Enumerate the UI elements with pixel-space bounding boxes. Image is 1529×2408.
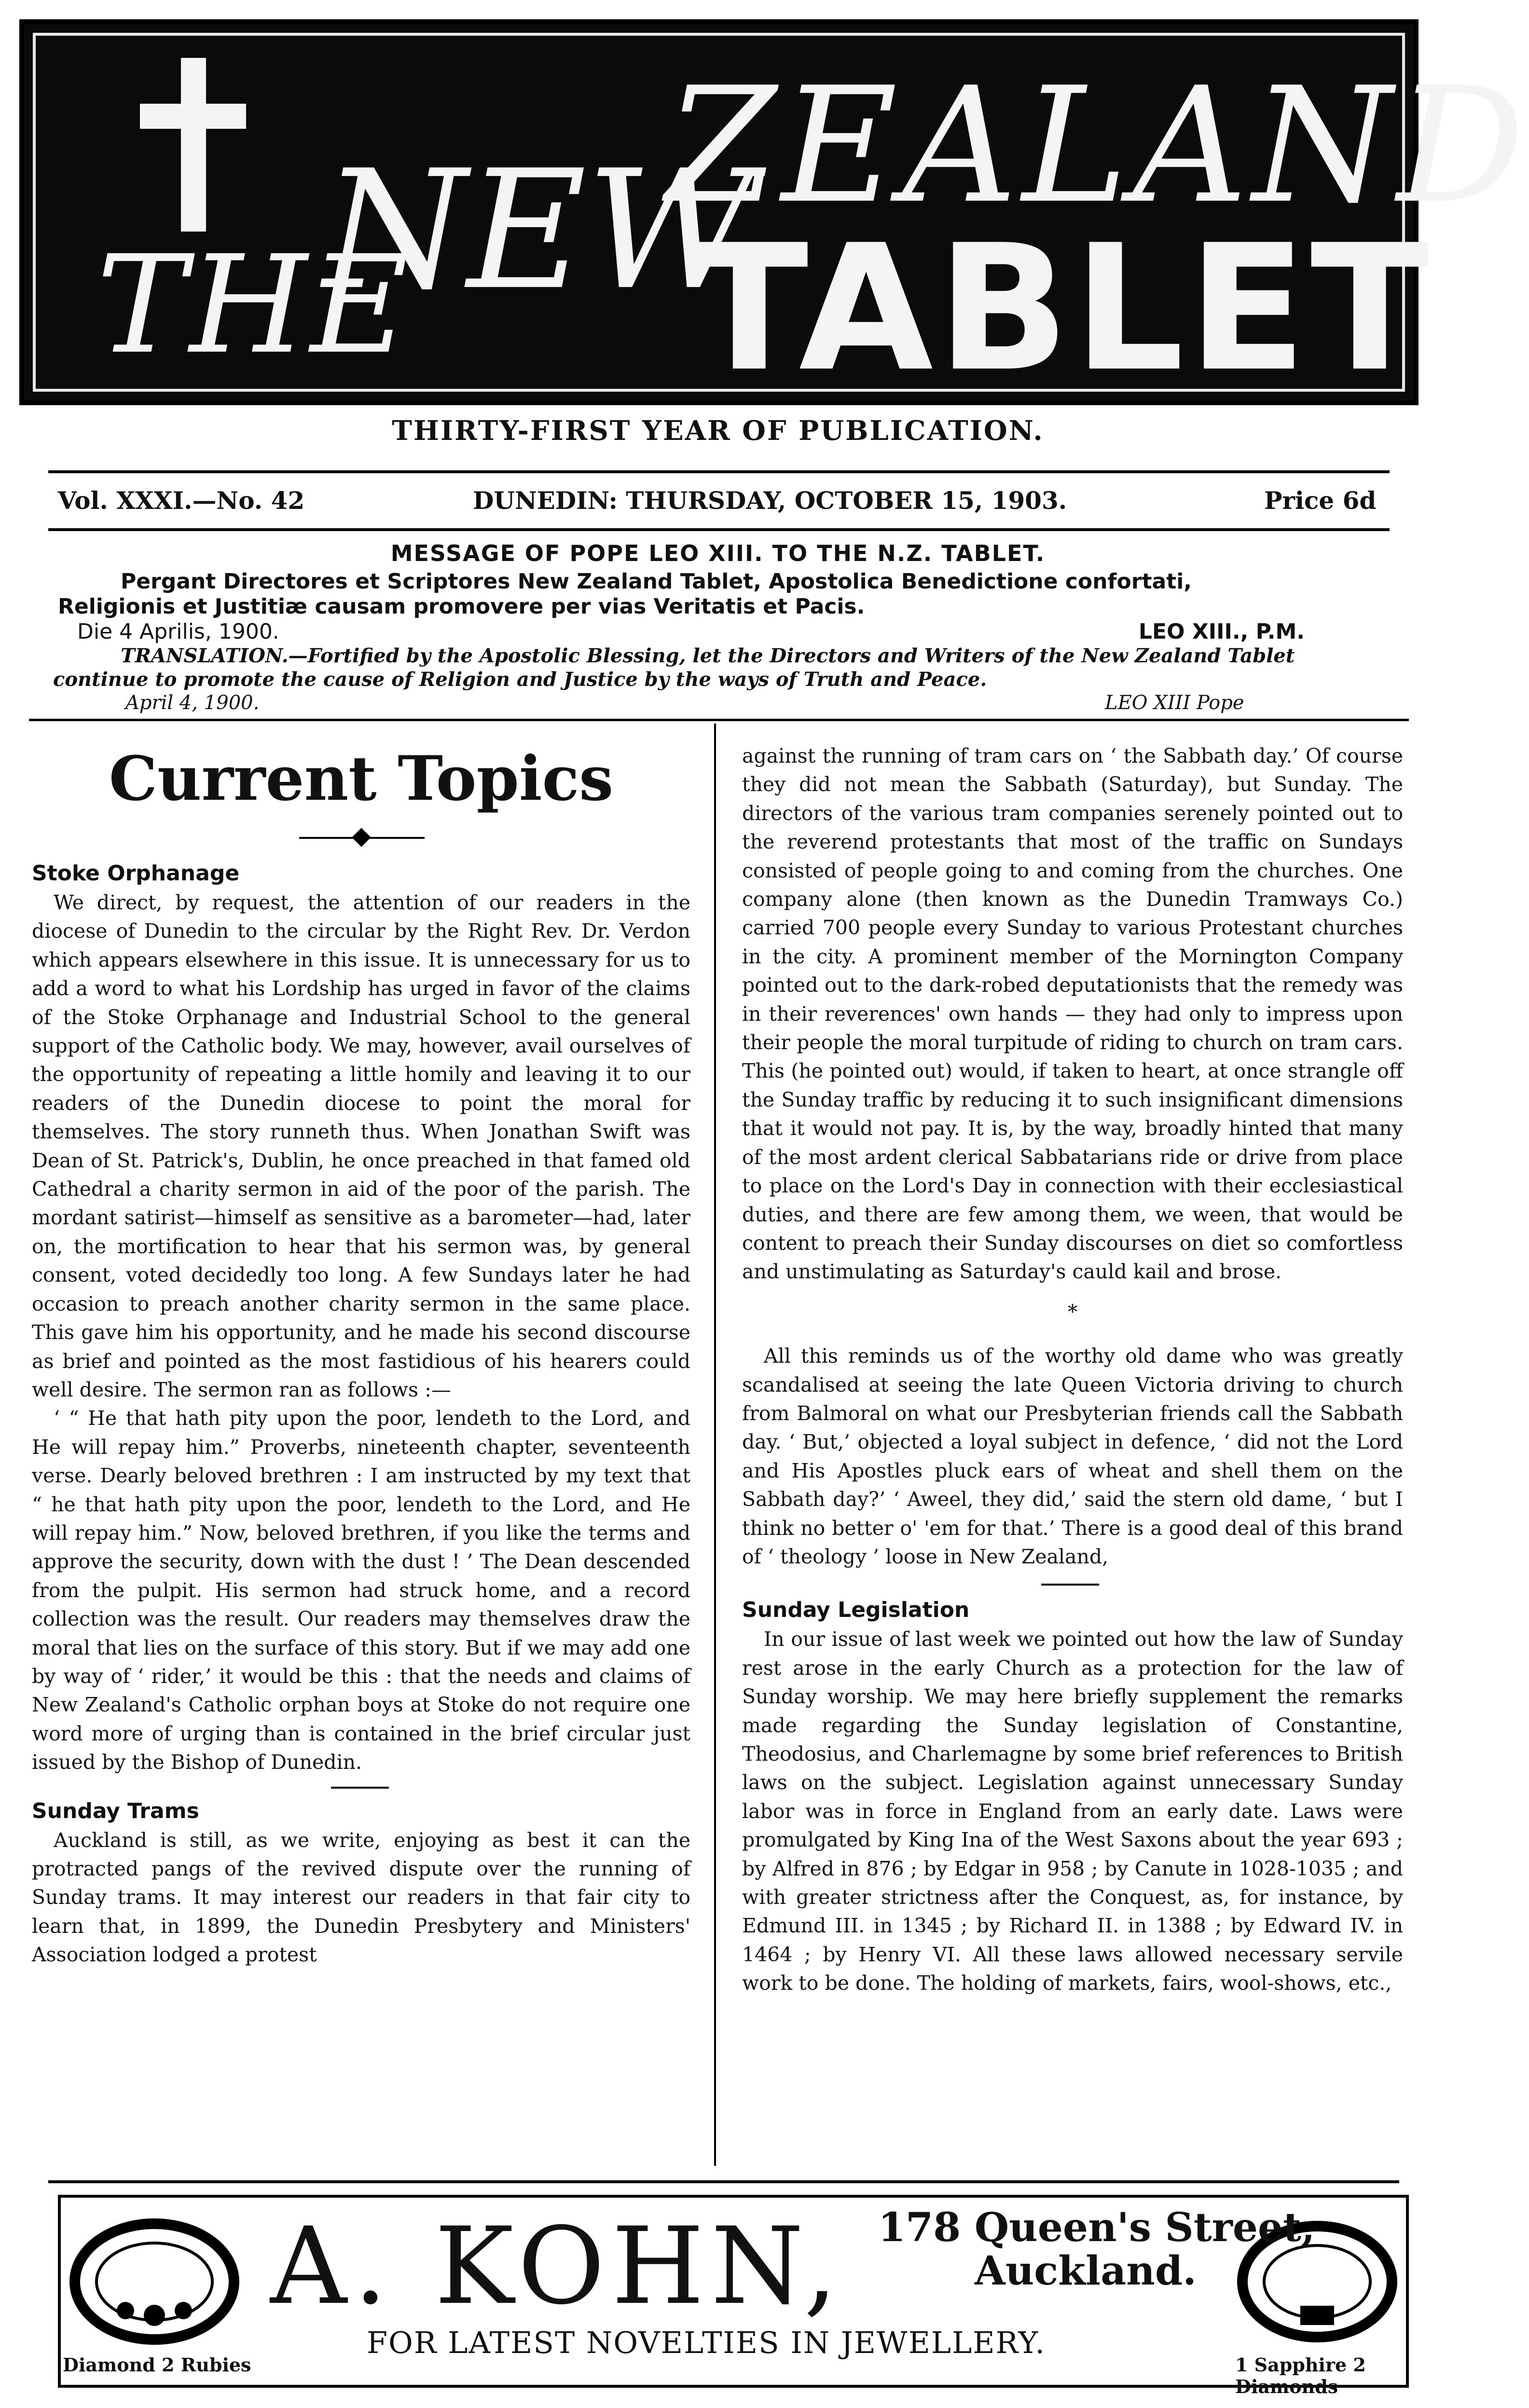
- advert-address-1: 178 Queen's Street,: [878, 2204, 1315, 2251]
- masthead-the: THE: [96, 227, 412, 384]
- legislation-paragraph: In our issue of last week we pointed out how the law of Sunday rest arose in the early Church as a protection for the law of Sunday worship. We may here briefly supplement the remarks made regarding the Sunday legislation of Constantine, Theodosius, and Charlemagne by some brief references to British laws on the subject. Legislation against unnecessary Sunday labor was in force in England from an early date. Laws were promulgated by King Ina of the West Saxons about the year 693 ; by Alfred in 876 ; by Edgar in 958 ; by Canute in 1028-1035 ; and with greater strictness after the Conquest, as, for instance, by Edmund III. in 1345 ; by Richard II. in 1388 ; by Edward IV. in 1464 ; by Henry VI. All these laws allowed necessary servile work to be done. The holding of markets, fairs, wool-shows, etc.,: [742, 1628, 1403, 1995]
- cross-icon: [140, 58, 246, 232]
- latin-line-2: Religionis et Justitiæ causam promovere per vias Veritatis et Pacis.: [58, 594, 865, 619]
- masthead-new: NEW: [323, 135, 756, 326]
- trams-continued-paragraph: against the running of tram cars on ‘ the Sabbath day.’ Of course they did not mean the Sabbath (Saturday), but Sunday. The directors of the various tram companies serenely pointed out to the reverend protestants that most of the traffic on Sundays consisted of people going to and coming from the churches. One company alone (then known as the Dunedin Tramways Co.) carried 700 people every Sunday to various Protestant churches in the city. A prominent member of the Mornington Company pointed out to the dark-robed deputationists that the remedy was in their reverences' own hands — they had only to impress upon their people the moral turpitude of riding to church on tram cars. This (he pointed out) would, if taken to heart, at once strangle off the Sunday traffic by reducing it to such insignificant dimensions that it would not pay. It is, by the way, broadly hinted that many of the most ardent clerical Sabbatarians ride or drive from place to place on the Lord's Day in connection with their ecclesiastical duties, and there are few among them, we ween, that would be content to preach their Sunday discourses on diet so comfortless and unstimulating as Saturday's cauld kail and brose.: [742, 744, 1403, 1284]
- advert-address-2: Auckland.: [975, 2248, 1197, 2294]
- masthead-tablet: TABLET: [690, 207, 1433, 410]
- top-rule: [48, 470, 1390, 473]
- stoke-paragraph-2: ‘ “ He that hath pity upon the poor, lendeth to the Lord, and He will repay him.” Proverbs, nineteenth chapter, seventeenth verse. Dearly beloved brethren : I am instructed by my text that “ he that hath pity upon the poor, lendeth to the Lord, and He will repay him.” Now, beloved brethren, if you like the terms and approve the security, down with the dust ! ’ The Dean descended from the pulpit. His sermon had struck home, and a record collection was the result. Our readers may themselves draw the moral that lies on the surface of this story. But if we may add one by way of ‘ rider,’ it would be this : that the needs and claims of New Zealand's Catholic orphan boys at Stoke do not require one word more of urging than is contained in the brief circular just issued by the Bishop of Dunedin.: [32, 1407, 690, 1774]
- ring-left-icon: [68, 2214, 241, 2349]
- dateline: DUNEDIN: THURSDAY, OCTOBER 15, 1903.: [473, 486, 1067, 515]
- price: Price 6d: [1264, 486, 1377, 515]
- translation-signature: LEO XIII Pope: [1105, 692, 1244, 714]
- papal-message-heading: MESSAGE OF POPE LEO XIII. TO THE N.Z. TABLET.: [390, 540, 1046, 566]
- sunday-legislation-heading: Sunday Legislation: [742, 1598, 970, 1623]
- translation-line-1: TRANSLATION.—Fortified by the Apostolic Blessing, let the Directors and Writers of the New Zealand Tablet: [121, 644, 1295, 667]
- latin-line-1: Pergant Directores et Scriptores New Zealand Tablet, Apostolica Benedictione confortati,: [121, 569, 1192, 594]
- translation-date: April 4, 1900.: [125, 692, 260, 714]
- section-title: Current Topics: [109, 743, 614, 814]
- sunday-trams-heading: Sunday Trams: [32, 1798, 199, 1823]
- column-divider: [714, 724, 716, 2166]
- section-divider: [1041, 1584, 1099, 1586]
- masthead-banner: [19, 19, 1529, 410]
- dateline-rule: [48, 528, 1390, 531]
- translation-line-2: continue to promote the cause of Religion and Justice by the ways of Truth and Peace.: [53, 668, 987, 691]
- left-column: [32, 859, 690, 1970]
- masthead-zealand: ZEALAND: [666, 53, 1529, 238]
- advert-tagline: FOR LATEST NOVELTIES IN JEWELLERY.: [367, 2325, 1046, 2360]
- volume-number: Vol. XXXI.—No. 42: [58, 486, 305, 515]
- trams-paragraph: Auckland is still, as we write, enjoying as best it can the protracted pangs of the revived dispute over the running of Sunday trams. It may interest our readers in that fair city to learn that, in 1899, the Dunedin Presbytery and Ministers' Association lodged a protest: [32, 1828, 690, 1967]
- dame-paragraph: All this reminds us of the worthy old dame who was greatly scandalised at seeing the late Queen Victoria driving to church from Balmoral on what our Presbyterian friends call the Sabbath day. ‘ But,’ objected a loyal subject in defence, ‘ did not the Lord and His Apostles pluck ears of wheat and shell them on the Sabbath day?’ ‘ Aweel, they did,’ said the stern old dame, ‘ but I think no better o' 'em for that.’ There is a good deal of this brand of ‘ theology ’ loose in New Zealand,: [742, 1344, 1403, 1568]
- section-divider: [331, 1787, 389, 1789]
- advert-right-caption: 1 Sapphire 2 Diamonds: [1235, 2354, 1366, 2397]
- stoke-paragraph-1: We direct, by request, the attention of our readers in the diocese of Dunedin to the circular by the Right Rev. Dr. Verdon which appears elsewhere in this issue. It is unnecessary for us to add a word to what his Lordship has urged in favor of the claims of the Stoke Orphanage and Industrial School to the general support of the Catholic body. We may, however, avail ourselves of the opportunity of repeating a little homily and leaving it to our readers of the Dunedin diocese to point the moral for themselves. The story runneth thus. When Jonathan Swift was Dean of St. Patrick's, Dublin, he once preached in that famed old Cathedral a charity sermon in aid of the poor of the parish. The mordant satirist—himself as sensitive as a barometer—had, later on, the mortification to hear that his sermon was, by general consent, voted decidedly too long. A few Sundays later he had occasion to preach another charity sermon in the same place. This gave him his opportunity, and he made his second discourse as brief and pointed as the most fastidious of his hearers could well desire. The sermon ran as follows :—: [32, 891, 690, 1401]
- section-star: *: [1067, 1300, 1078, 1324]
- stoke-orphanage-heading: Stoke Orphanage: [32, 861, 240, 886]
- right-column: [742, 742, 1403, 1998]
- diamond-ornament-icon: [352, 828, 371, 847]
- message-rule: [29, 719, 1409, 721]
- advert-name: A. KOHN,: [270, 2204, 844, 2328]
- latin-date: Die 4 Aprilis, 1900.: [77, 619, 279, 644]
- latin-signature: LEO XIII., P.M.: [1139, 619, 1305, 644]
- publication-year-line: THIRTY-FIRST YEAR OF PUBLICATION.: [392, 415, 1044, 447]
- advert-left-caption: Diamond 2 Rubies: [63, 2354, 251, 2376]
- advert-rule: [48, 2180, 1399, 2183]
